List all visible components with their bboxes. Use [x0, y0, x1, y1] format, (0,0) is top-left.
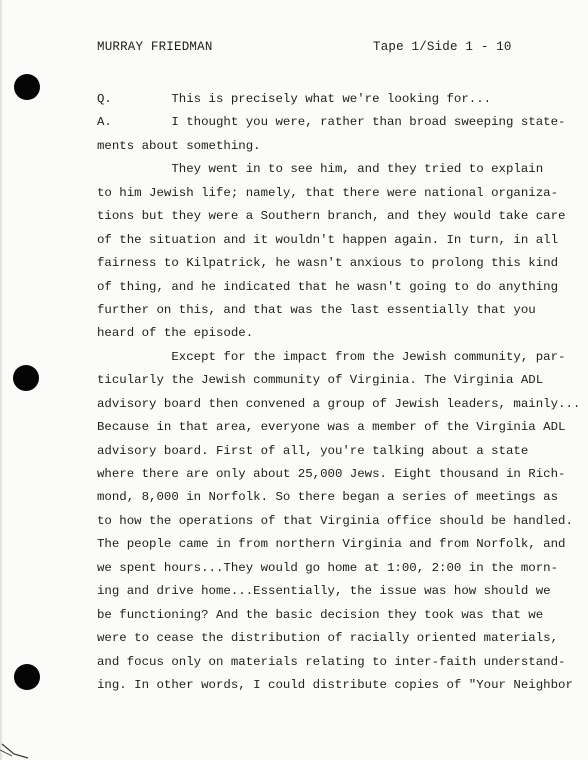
- transcript-line: ing and drive home...Essentially, the issue was how should we: [97, 584, 551, 599]
- transcript-line: Except for the impact from the Jewish community, par-: [97, 349, 566, 364]
- transcript-line: advisory board. First of all, you're talking about a state: [97, 443, 529, 458]
- transcript-line: Because in that area, everyone was a member of the Virginia ADL: [97, 420, 566, 435]
- transcript-line: where there are only about 25,000 Jews. Eight thousand in Rich-: [97, 467, 566, 481]
- transcript-line: ments about something.: [97, 138, 261, 153]
- transcript-line: fairness to Kilpatrick, he wasn't anxious to prolong this kind: [97, 256, 559, 271]
- transcript-line: tions but they were a Southern branch, and they would take care: [97, 209, 566, 224]
- transcript-line: and focus only on materials relating to inter-faith understand-: [97, 654, 566, 669]
- binder-hole-top: [14, 74, 40, 100]
- transcript-line: to him Jewish life; namely, that there were national organiza-: [97, 185, 559, 200]
- transcript-line: advisory board then convened a group of Jewish leaders, mainly...: [97, 396, 581, 411]
- transcript-line: ing. In other words, I could distribute copies of "Your Neighbor: [97, 677, 573, 692]
- transcript-line: were to cease the distribution of racially oriented materials,: [97, 631, 559, 646]
- transcript-line: heard of the episode.: [97, 326, 254, 341]
- transcript-line: A. I thought you were, rather than broad sweeping state-: [97, 115, 566, 130]
- page-edge-shadow: [0, 0, 3, 760]
- transcript-line: we spent hours...They would go home at 1:00, 2:00 in the morn-: [97, 560, 559, 575]
- binder-hole-bottom: [14, 664, 40, 690]
- transcript-line: ticularly the Jewish community of Virginia. The Virginia ADL: [97, 373, 544, 388]
- transcript-line: further on this, and that was the last essentially that you: [97, 302, 536, 317]
- transcript-line: The people came in from northern Virginia and from Norfolk, and: [97, 537, 566, 552]
- transcript-line: of the situation and it wouldn't happen again. In turn, in all: [97, 232, 559, 247]
- transcript-line: of thing, and he indicated that he wasn't going to do anything: [97, 279, 559, 294]
- interviewee-name: MURRAY FRIEDMAN: [97, 40, 213, 54]
- transcript-line: Q. This is precisely what we're looking for...: [97, 92, 492, 106]
- transcript-line: be functioning? And the basic decision they took was that we: [97, 607, 544, 622]
- transcript-line: mond, 8,000 in Norfolk. So there began a series of meetings as: [97, 490, 559, 505]
- transcript-body: [97, 88, 581, 697]
- transcript-line: They went in to see him, and they tried to explain: [97, 162, 544, 177]
- transcript-line: to how the operations of that Virginia office should be handled.: [97, 513, 573, 528]
- page-corner-mark: [0, 738, 30, 760]
- tape-reference: Tape 1/Side 1 - 10: [373, 40, 512, 54]
- binder-hole-middle: [13, 365, 39, 391]
